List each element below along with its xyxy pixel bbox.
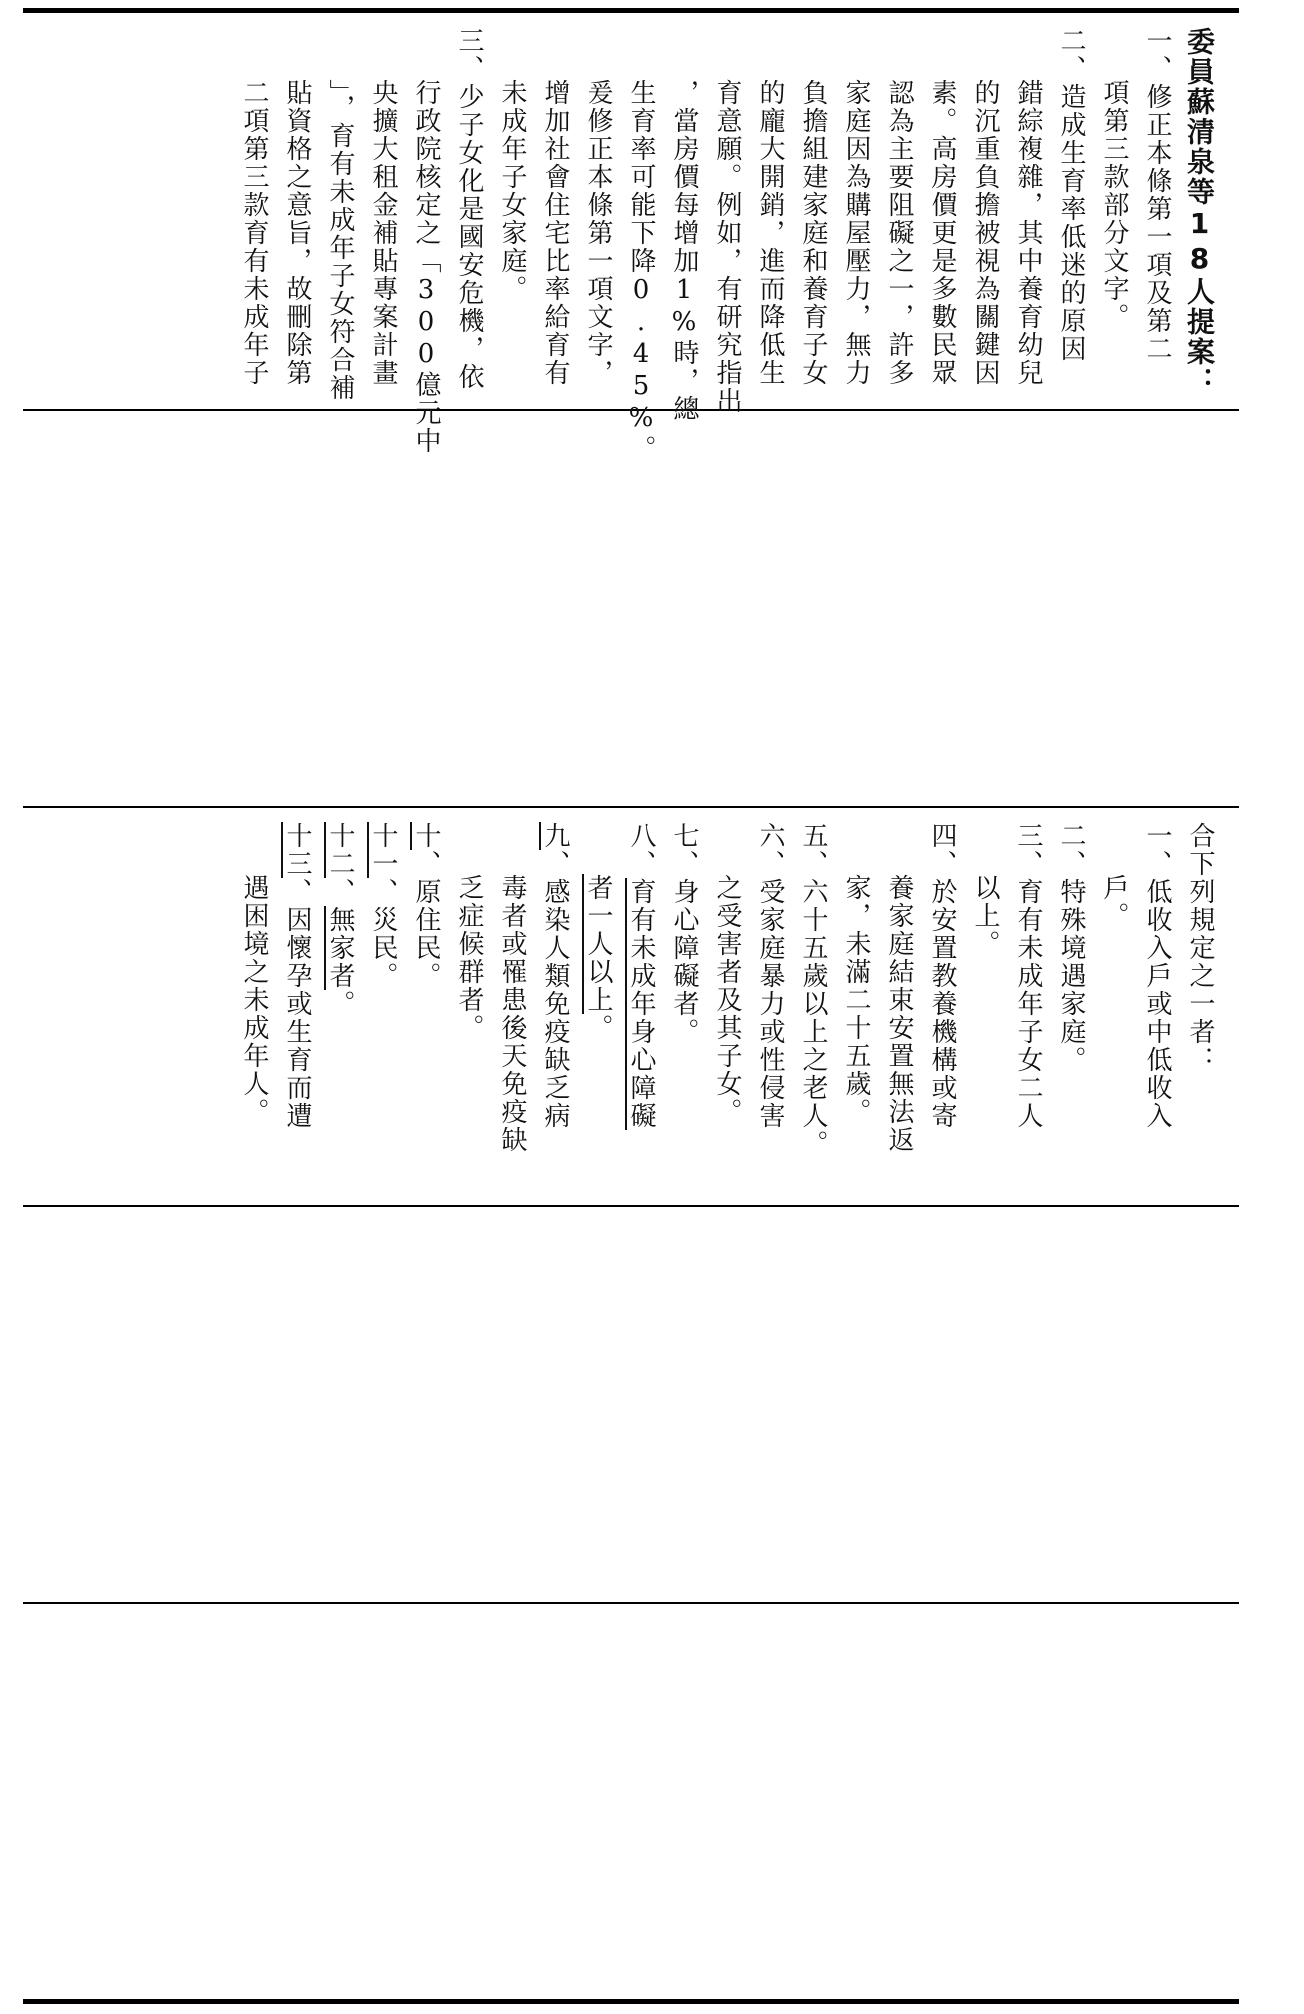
empty-cell bbox=[23, 1207, 1239, 1602]
text-line bbox=[619, 822, 662, 1158]
item-12-sep: 、 bbox=[325, 878, 355, 906]
item-12-end: 。 bbox=[325, 990, 355, 1018]
text-line: 二項第三款育有未成年子 bbox=[239, 79, 269, 387]
text-line: 的沉重負擔被視為關鍵因 bbox=[970, 79, 1000, 387]
empty-cell bbox=[23, 411, 1239, 806]
item-9-number: 九 bbox=[540, 822, 570, 850]
item-8-amended: 育有未成年身心障礙 bbox=[626, 878, 656, 1130]
text-line: 二、特殊境遇家庭。 bbox=[1056, 822, 1086, 1074]
item-12-number: 十二 bbox=[325, 822, 355, 878]
item-13-number: 十三 bbox=[282, 822, 312, 878]
text-line: 家，未滿二十五歲。 bbox=[841, 874, 871, 1126]
text-line: 三、少子女化是國安危機，依 bbox=[454, 27, 484, 391]
text-line: 以上。 bbox=[970, 874, 1000, 958]
text-line: 增加社會住宅比率給育有 bbox=[540, 79, 570, 387]
text-line: 合下列規定之一者： bbox=[1185, 822, 1215, 1074]
text-line bbox=[404, 822, 447, 1158]
statute-text-cell bbox=[23, 808, 1239, 1205]
text-line bbox=[533, 822, 576, 1158]
text-line: 四、於安置教養機構或寄 bbox=[927, 822, 957, 1130]
text-line: 生育率可能下降0.45%。 bbox=[626, 79, 656, 463]
item-11-text: 、災民。 bbox=[368, 878, 398, 990]
text-line: 育意願。例如，有研究指出 bbox=[712, 79, 742, 415]
text-line: 養家庭結束安置無法返 bbox=[884, 874, 914, 1154]
text-line: 戶。 bbox=[1099, 874, 1129, 930]
item-9-text: 、感染人類免疫缺乏病 bbox=[540, 850, 570, 1130]
text-line: 央擴大租金補貼專案計畫 bbox=[368, 79, 398, 387]
item-10-number: 十 bbox=[411, 822, 441, 850]
text-line: 一、修正本條第一項及第二 bbox=[1142, 27, 1172, 363]
proposal-title: 委員蘇清泉等18人提案： bbox=[1183, 27, 1216, 397]
text-line: 三、育有未成年子女二人 bbox=[1013, 822, 1043, 1130]
text-line: 毒者或罹患後天免疫缺 bbox=[497, 874, 527, 1154]
text-line: 未成年子女家庭。 bbox=[497, 79, 527, 303]
item-8-prefix: 八、 bbox=[626, 822, 656, 878]
item-12-amended: 無家者 bbox=[325, 906, 355, 990]
proposal-explanation-cell bbox=[23, 13, 1239, 463]
text-line: 六、受家庭暴力或性侵害 bbox=[755, 822, 785, 1130]
bottom-rule bbox=[23, 1999, 1239, 2004]
text-line: 的龐大開銷，進而降低生 bbox=[755, 79, 785, 387]
text-line: 五、六十五歲以上之老人。 bbox=[798, 822, 828, 1158]
text-line bbox=[576, 822, 619, 1158]
text-line: 乏症候群者。 bbox=[454, 874, 484, 1042]
statute-text bbox=[232, 822, 1221, 1158]
text-line: 二、造成生育率低迷的原因 bbox=[1056, 27, 1086, 363]
text-line: 七、身心障礙者。 bbox=[669, 822, 699, 1046]
text-line: 一、低收入戶或中低收入 bbox=[1142, 822, 1172, 1130]
text-line: 之受害者及其子女。 bbox=[712, 874, 742, 1126]
text-line bbox=[361, 822, 404, 1158]
text-line: 遇困境之未成年人。 bbox=[239, 874, 269, 1126]
text-line: 爰修正本條第一項文字， bbox=[583, 79, 613, 387]
text-line bbox=[275, 822, 318, 1158]
text-line: ，當房價每增加1%時，總 bbox=[669, 79, 699, 423]
text-line: 項第三款部分文字。 bbox=[1099, 79, 1129, 331]
item-8-amended-cont: 者一人以上 bbox=[583, 874, 613, 1014]
text-line bbox=[318, 822, 361, 1158]
item-8-end: 。 bbox=[583, 1014, 613, 1042]
text-line: 負擔組建家庭和養育子女 bbox=[798, 79, 828, 387]
text-line: 家庭因為購屋壓力，無力 bbox=[841, 79, 871, 387]
item-13-text: 、因懷孕或生育而遭 bbox=[282, 878, 312, 1130]
text-line: 素。高房價更是多數民眾 bbox=[927, 79, 957, 387]
item-11-number: 十一 bbox=[368, 822, 398, 878]
text-line: 貼資格之意旨，故刪除第 bbox=[282, 79, 312, 387]
empty-cell bbox=[23, 1604, 1239, 1999]
text-line: 錯綜複雜，其中養育幼兒 bbox=[1013, 79, 1043, 387]
proposal-explanation-text bbox=[232, 27, 1221, 463]
text-line: 」，育有未成年子女符合補 bbox=[325, 79, 355, 402]
text-line: 行政院核定之「300億元中 bbox=[411, 79, 441, 455]
item-10-text: 、原住民。 bbox=[411, 850, 441, 990]
text-line: 認為主要阻礙之一，許多 bbox=[884, 79, 914, 387]
